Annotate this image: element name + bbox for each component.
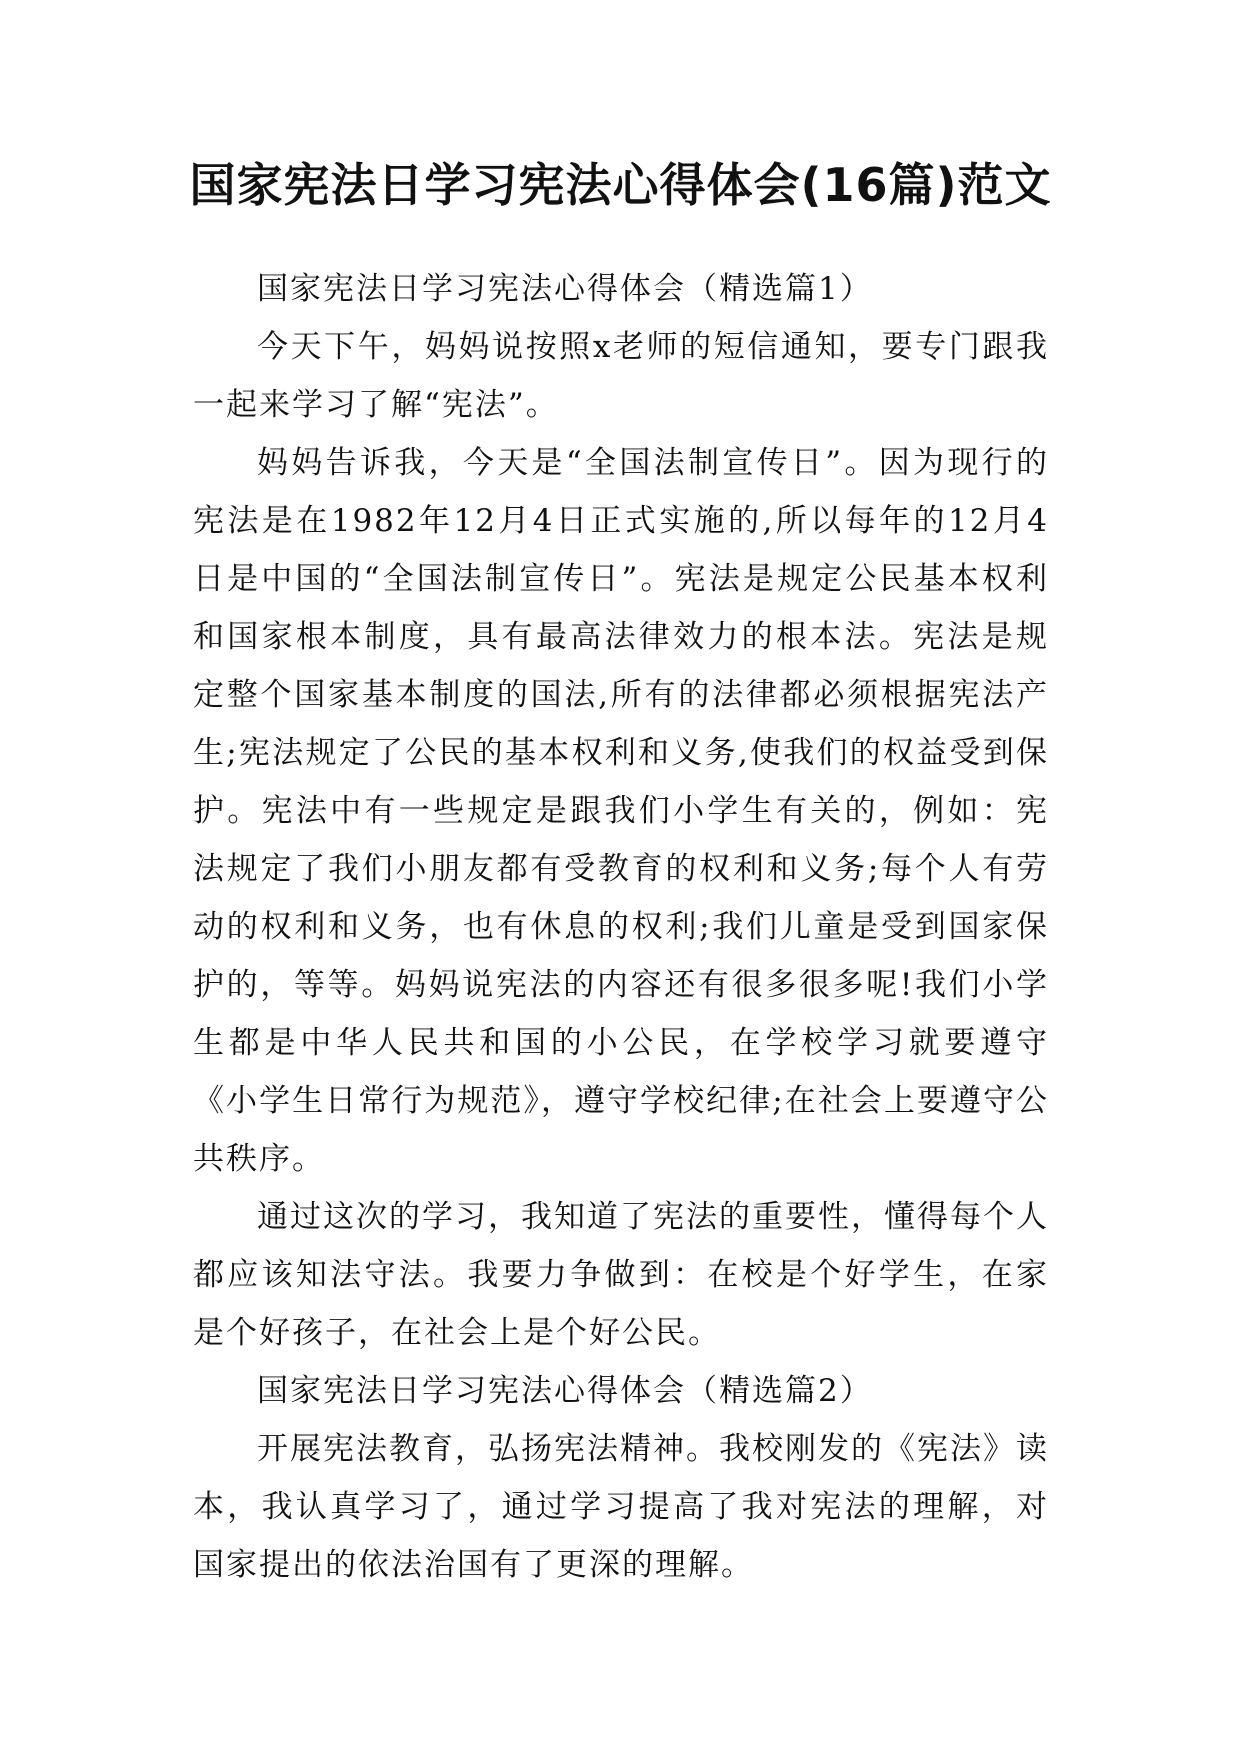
- paragraph: 通过这次的学习，我知道了宪法的重要性，懂得每个人都应该知法守法。我要力争做到：在校是个好学生，在家是个好孩子，在社会上是个好公民。: [193, 1199, 1049, 1351]
- section-heading-1: 国家宪法日学习宪法心得体会（精选篇1）: [257, 271, 873, 307]
- paragraph: 开展宪法教育，弘扬宪法精神。我校刚发的《宪法》读本，我认真学习了，通过学习提高了我对宪法的理解，对国家提出的依法治国有了更深的理解。: [193, 1431, 1049, 1583]
- paragraph: 妈妈告诉我，今天是“全国法制宣传日”。因为现行的宪法是在1982年12月4日正式实施的,所以每年的12月4日是中国的“全国法制宣传日”。宪法是规定公民基本权利和国家根本制度，具有最高法律效力的根本法。宪法是规定整个国家基本制度的国法,所有的法律都必须根据宪法产生;宪法规定了公民的基本权利和义务,使我们的权益受到保护。宪法中有一些规定是跟我们小学生有关的，例如：宪法规定了我们小朋友都有受教育的权利和义务;每个人有劳动的权利和义务，也有休息的权利;我们儿童是受到国家保护的，等等。妈妈说宪法的内容还有很多很多呢!我们小学生都是中华人民共和国的小公民，在学校学习就要遵守《小学生日常行为规范》，遵守学校纪律;在社会上要遵守公共秩序。: [193, 445, 1049, 1177]
- paragraph: 今天下午，妈妈说按照x老师的短信通知，要专门跟我一起来学习了解“宪法”。: [193, 329, 1049, 423]
- section-heading-2: 国家宪法日学习宪法心得体会（精选篇2）: [257, 1373, 873, 1409]
- document-title: 国家宪法日学习宪法心得体会(16篇)范文: [189, 158, 1052, 212]
- document-body: [193, 260, 1049, 1594]
